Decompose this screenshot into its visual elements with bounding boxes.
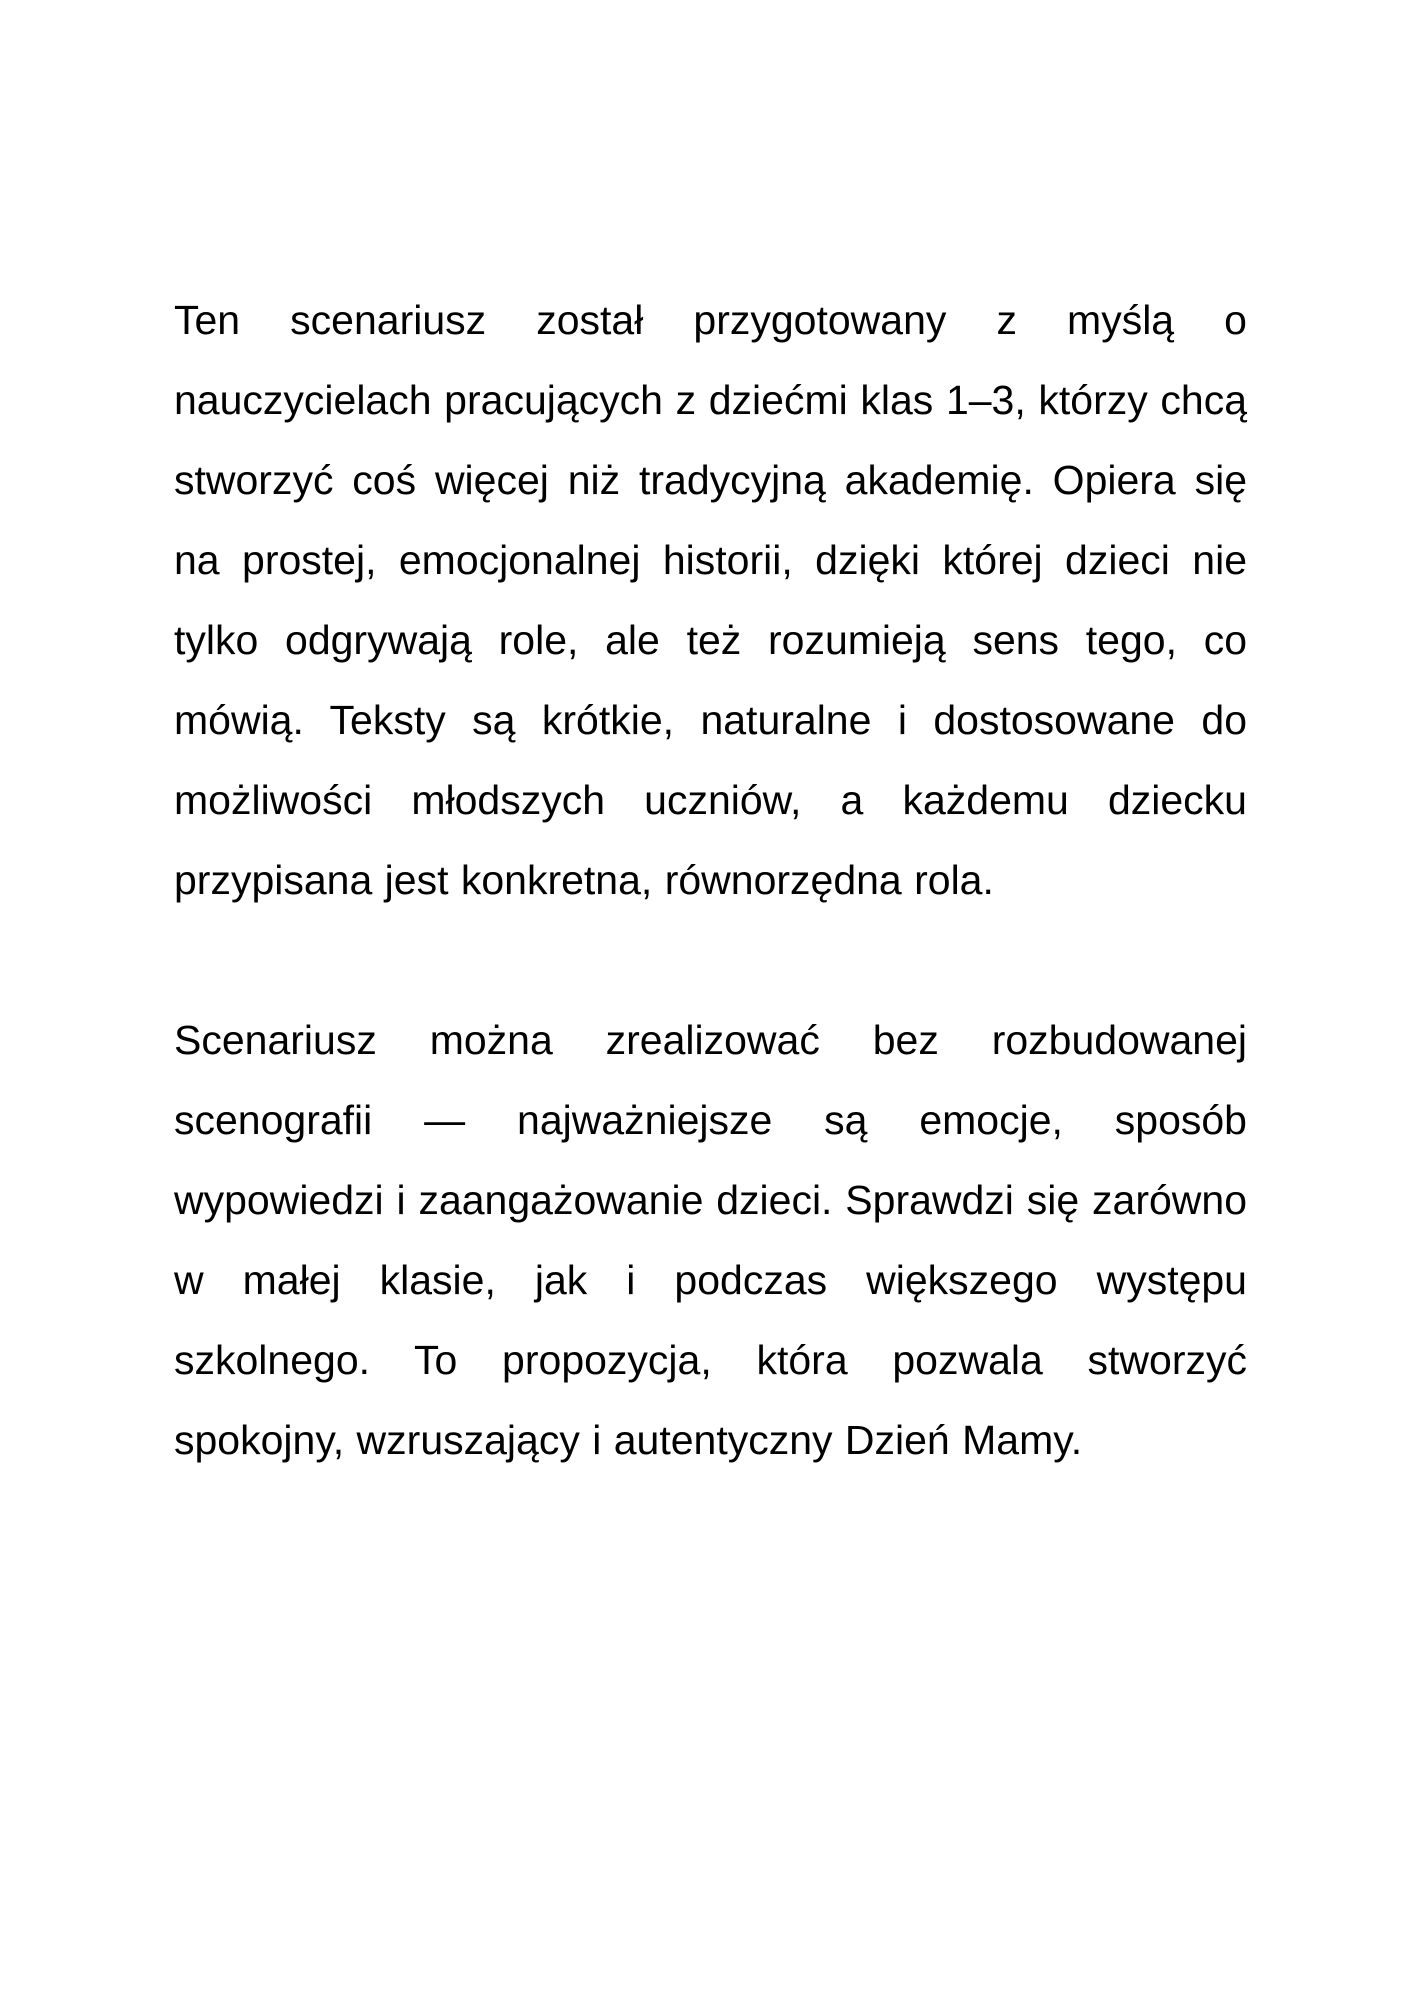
paragraph-realization: Scenariusz można zrealizować bez rozbudowanej scenografii — najważniejsze są emocje, sposób wypowiedzi i zaangażowanie dzieci. Sprawdzi się zarówno w małej klasie, jak i podczas większego występu szkolnego. To propozycja, która pozwala stworzyć spokojny, wzruszający i autentyczny Dzień Mamy. [174, 1017, 1247, 1463]
paragraph-intro: Ten scenariusz został przygotowany z myślą o nauczycielach pracujących z dziećmi klas 1–3, którzy chcą stworzyć coś więcej niż tradycyjną akademię. Opiera się na prostej, emocjonalnej historii, dzięki której dzieci nie tylko odgrywają role, ale też rozumieją sens tego, co mówią. Teksty są krótkie, naturalne i dostosowane do możliwości młodszych uczniów, a każdemu dziecku przypisana jest konkretna, równorzędna rola. [174, 297, 1247, 903]
